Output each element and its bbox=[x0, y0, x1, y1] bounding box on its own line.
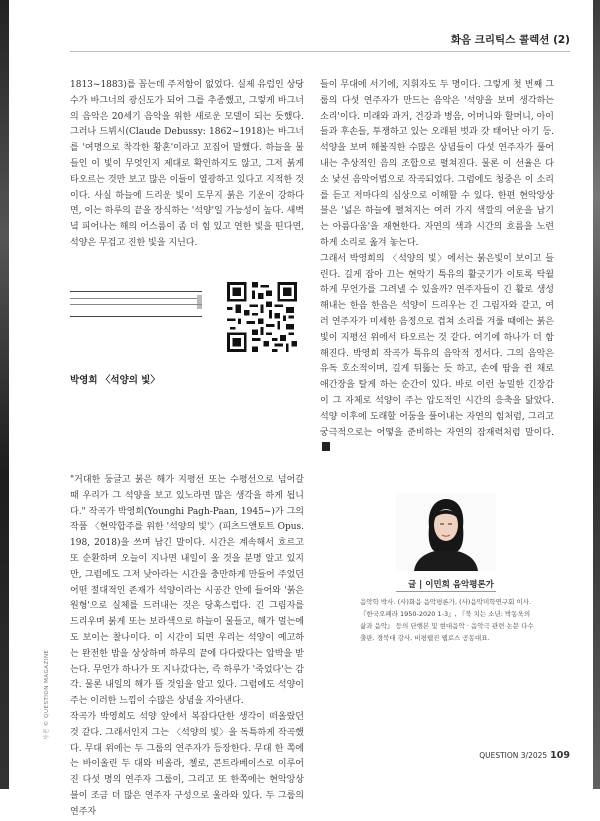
body-paragraph: 작곡가 박영희도 석양 앞에서 복잡다단한 생각이 떠올랐던 것 같다. 그래서인지 그는 〈석양의 빛〉을 독특하게 작곡했다. 무대 위에는 두 그룹의 연주자가 등장한다. 무대 한 쪽에는 바이올린 두 대와 비올라, 첼로, 콘트라베이스로 이루어진 다섯 명의 연주자 그룹이, 그리고 또 한쪽에는 현악앙상블이 조금 더 많은 연주자 구성으로 울라와 있다. 두 그룹의 연주자 bbox=[70, 711, 304, 817]
issue-label: QUESTION 3/2025 bbox=[479, 751, 548, 760]
qr-code-icon[interactable] bbox=[227, 282, 297, 352]
photo-credit: 사진 © QUESTION MAGAZINE bbox=[44, 649, 50, 740]
author-divider bbox=[396, 591, 496, 592]
body-paragraph: 들이 무대에 서기에, 지휘자도 두 명이다. 그렇게 첫 번째 그룹의 다섯 연주자가 만드는 음악은 '석양을 보며 생각하는 소리'이다. 미래와 과거, 건강과 병음, 어머니와 할머니, 아이들과 후손들, 투쟁하고 있는 오래된 벗과 갓 태어난 아기 등. 석양을 보며 해볼직한 수많은 상념들이 다섯 연주자가 풀어내는 추상적인 음의 조합으로 펼쳐진다. 물론 이 선율은 다소 낯선 음악어법으로 작곡되었다. 그럼에도 청중은 이 소리를 듣고 저마다의 심상으로 이해할 수 있다. 한편 현악앙상블은 '넓은 하늘에 펼쳐지는 여러 가지 색깔의 여운을 남기는 아름다움'을 재현한다. 자연의 색과 시간의 흐름을 노련하게 소리로 옮겨 놓는다. bbox=[320, 80, 554, 248]
music-staff-graphic bbox=[70, 291, 202, 317]
right-edge-photo-strip bbox=[593, 0, 600, 789]
left-column-top bbox=[70, 78, 304, 252]
author-label: 글 | 이민희 음악평론가 bbox=[408, 580, 494, 590]
left-column-bottom bbox=[70, 473, 304, 821]
page-number: 109 bbox=[550, 750, 570, 761]
author-bio: 음악학 박사. (사)화음 음악평론가, (사)음악미학연구회 이사. 『한국오페라 1950-2020 1-3』, 『북 치는 소년: 박동욱의 삶과 음악』 등의 단행본 및 현대음악 · 음악극 관련 논문 다수 출판. 경북대 강사, 비평웹진 웹로스 공동대표. bbox=[360, 598, 534, 642]
header-divider bbox=[70, 51, 570, 52]
end-mark-icon bbox=[322, 442, 330, 451]
right-column bbox=[320, 78, 554, 457]
section-title: 화음 크리틱스 콜렉션 (2) bbox=[450, 34, 570, 46]
body-paragraph: 그래서 박영희의 〈석양의 빛〉에서는 붉은빛이 보이고 들린다. 길게 잡아 끄는 현악기 특유의 활긋기가 이토록 탁월하게 무언가를 그려낼 수 있을까? 연주자들이 긴 활로 생성해내는 한음 한음은 석양이 드리우는 긴 그림자와 같고, 여러 연주자가 미세한 음정으로 겹쳐 소리를 겨룰 때에는 붉은빛이 지평선 위에서 타오르는 것 같다. 여기에 하나가 더 함해진다. 박영희 작곡가 특유의 음악적 정서다. 그의 음악은 유독 호소적이며, 길게 뒤뚫는 듯 하고, 손에 땀을 쥔 채로 애간장을 탈게 하는 순간이 있다. 바로 이런 농밀한 긴장감이 그 자체로 석양이 주는 압도적인 시간의 응축을 닮았다. 석양 이후에 도래할 어둠을 풀어내는 자연의 힘처럼, 그리고 궁극적으로는 어떻을 준비하는 자연의 잠재력처럼 말이다. bbox=[320, 252, 554, 457]
album-title: 박영희 〈석양의 빛〉 bbox=[70, 375, 160, 386]
author-portrait-photo bbox=[396, 493, 496, 571]
left-edge-photo-strip bbox=[0, 0, 9, 789]
body-paragraph: "거대한 둥글고 붉은 해가 지평선 또는 수평선으로 넘어갈 때 우리가 그 석양을 보고 있노라면 많은 생각을 하게 됩니다." 작곡가 박영희(Younghi Pagh-Paan, 1945~)가 그의 작품 〈현악합주를 위한 '석양의 빛'〉(피츠드앤토트 Opus. 198, 2018)을 쓰며 남긴 말이다. 시간은 계속해서 흐르고 또 순환하며 오늘이 지나면 내일이 올 것을 분명 알고 있지만, 그럼에도 그저 낮아라는 시간을 충만하게 만들어 주었던 어떤 절대적인 존재가 석양이라는 시공간 안에 들어와 '붉은 원형'으로 실체를 드러내는 것은 당혹스럽다. 긴 그림자를 드리우며 붉게 또는 보라색으로 하늘이 물들고, 해가 멀는에도 보이는 찰나이다. 이 시간이 되면 우리는 석양이 예고하는 완전한 밤을 상상하며 하루의 끝에 다다랐다는 압박을 받는다. 무언가 하나가 또 지나갔다는, 즉 하루가 '죽었다'는 감각. 물론 내일의 해가 뜰 것임을 알고 있다. 그럼에도 석양이 주는 이러한 느낌이 수많은 상념을 자아낸다. bbox=[70, 475, 304, 707]
page-footer bbox=[479, 750, 570, 761]
body-paragraph: 1813~1883)를 꼽는데 주저함이 없었다. 실제 유럽인 상당수가 바그너의 광신도가 되어 그를 추종했고, 그렇게 바그너의 음악은 20세기 음악을 위한 새로운 모델이 되는 듯했다. 그러나 드뷔시(Claude Debussy: 1862~1918)는 바그너를 '여명으로 착각한 황혼'이라고 꼬집어 말했다. 하늘을 물들인 이 빛이 무엇인지 제대로 확인하지도 않고, 그저 붉게 타오르는 것만 보고 많은 이들이 열광하고 있다고 지적한 것이다. 사실 하늘에 드리운 빛이 도무지 붉은 기운이 강하다면, 이는 하루의 끝을 장식하는 '석양'일 가능성이 높다. 새벽녘 피어나는 해의 어스름이 좀 더 힘 있고 연한 빛을 띤다면, 석양은 무겁고 진한 빛을 지닌다. bbox=[70, 80, 304, 248]
